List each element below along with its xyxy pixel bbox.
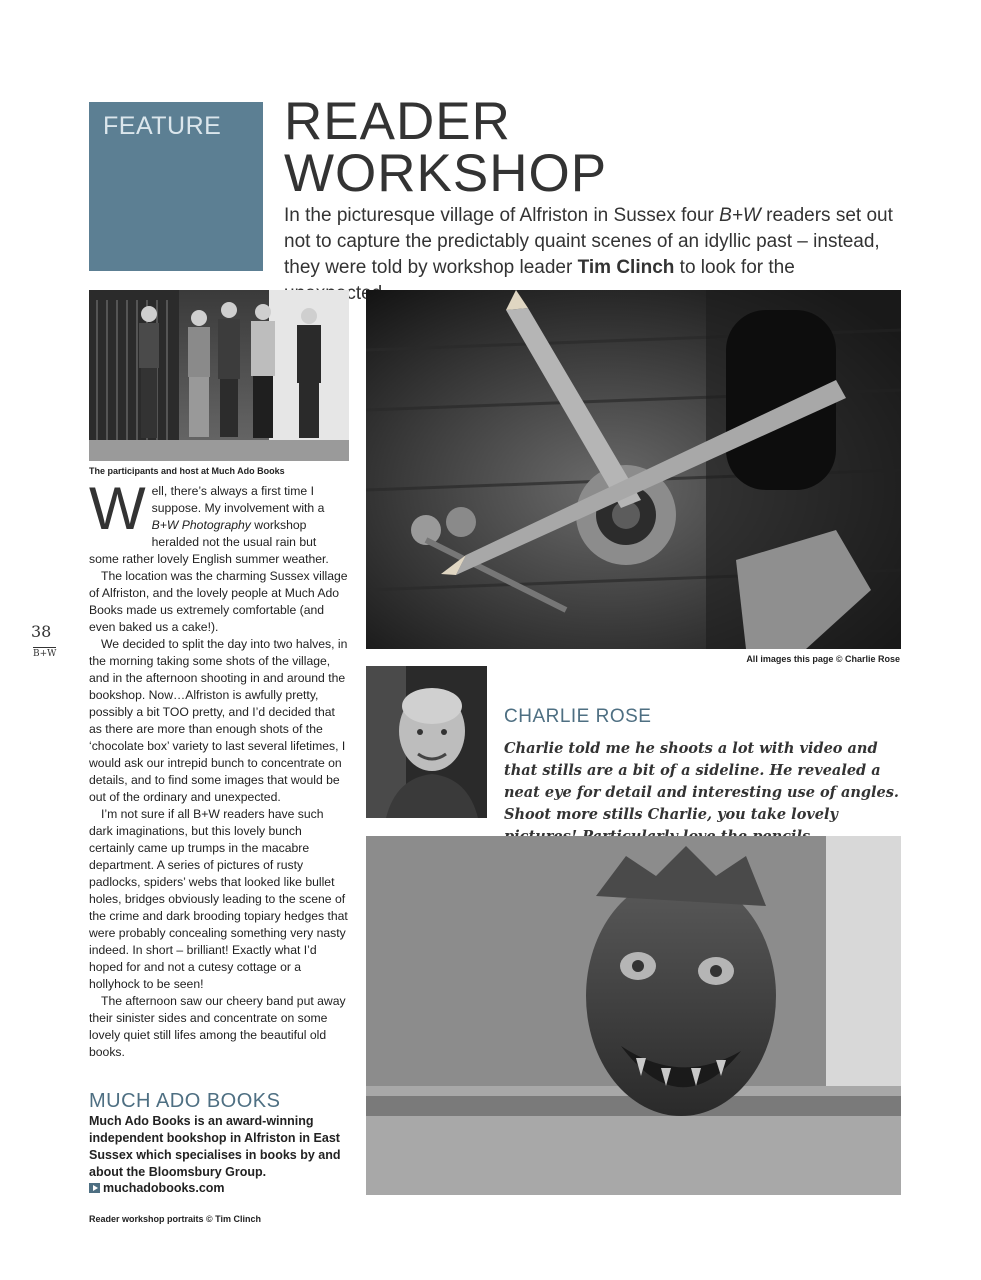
- intro-author: Tim Clinch: [577, 257, 675, 278]
- page-title: [284, 92, 608, 203]
- page-number: 38: [31, 622, 52, 641]
- feature-box: [89, 102, 263, 271]
- article-body: [89, 475, 349, 1061]
- profile-name: CHARLIE ROSE: [504, 706, 652, 727]
- sidebar-title: MUCH ADO BOOKS: [89, 1090, 281, 1112]
- page-brand: B+W: [33, 649, 57, 659]
- charlie-portrait-image: [366, 666, 487, 818]
- title-line-1: READER: [284, 92, 511, 151]
- sidebar-body: Much Ado Books is an award-winning independent bookshop in Alfriston in East Sussex which specialises in books by and about the Bloomsbury Group.: [89, 1114, 341, 1179]
- footer-credit: Reader workshop portraits © Tim Clinch: [89, 1214, 261, 1224]
- feature-label: FEATURE: [103, 112, 222, 140]
- paragraph-2: The location was the charming Sussex village of Alfriston, and the lovely people at Much Ado Books made us extremely comfortable (and even baked us a cake!).: [89, 569, 348, 634]
- gargoyle-photo-image: [366, 836, 901, 1195]
- group-photo-caption: The participants and host at Much Ado Books: [89, 466, 285, 476]
- pencils-photo-image: [366, 290, 901, 649]
- sidebar-link-text[interactable]: muchadobooks.com: [103, 1181, 225, 1195]
- group-photo-image: [89, 290, 349, 461]
- paragraph-3: We decided to split the day into two halves, in the morning taking some shots of the village, and in the afternoon shooting in and around the bookshop. Now…Alfriston is awfully pretty, possibly a bit TOO pretty, and I’d decided that as there are more than enough shots of the ‘chocolate box’ variety to last several lifetimes, I would ask our intrepid bunch to concentrate on details, and to find some images that would be out of the ordinary and unexpected.: [89, 637, 348, 804]
- charlie-portrait: [366, 666, 487, 818]
- sidebar-link[interactable]: [89, 1181, 225, 1195]
- title-line-2: WORKSHOP: [284, 144, 608, 203]
- group-photo: [89, 290, 349, 461]
- standfirst: In the picturesque village of Alfriston in Sussex four B+W readers set out not to capture the predictably quaint scenes of an idyllic past – instead, they were told by workshop leader Tim Clinch to look for the: [284, 205, 893, 278]
- paragraph-4: I’m not sure if all B+W readers have such dark imaginations, but this lovely bunch certainly came up trumps in the macabre department. A series of pictures of rusty padlocks, spiders’ webs that looked like bullet holes, bridges obviously leading to the scene of the crime and dark brooding topiary hedges that were probably concealing something very nasty indeed. In short – brilliant! Exactly what I’d hoped for and not a cutesy cottage or a hollyhock to be seen!: [89, 807, 348, 991]
- play-arrow-icon: [89, 1183, 100, 1193]
- pencils-photo: [366, 290, 901, 649]
- profile-text: Charlie told me he shoots a lot with video and that stills are a bit of a sideline. He revealed a neat eye for detail and interesting use of angles. Shoot more stills Charlie, you take lovely: [504, 740, 899, 823]
- intro-bw: B+W: [719, 205, 761, 226]
- main-photo-credit: All images this page © Charlie Rose: [746, 654, 900, 664]
- paragraph-5: The afternoon saw our cheery band put away their sinister sides and concentrate on some lovely quiet still lifes among the beautiful old books.: [89, 994, 346, 1059]
- paragraph-1: Well, there’s always a first time I suppose. My involvement with a B+W Photography workshop heralded not the usual rain but some rather lovely English summer weather.: [89, 475, 329, 566]
- drop-cap: W: [89, 475, 146, 542]
- gargoyle-photo: [366, 836, 901, 1195]
